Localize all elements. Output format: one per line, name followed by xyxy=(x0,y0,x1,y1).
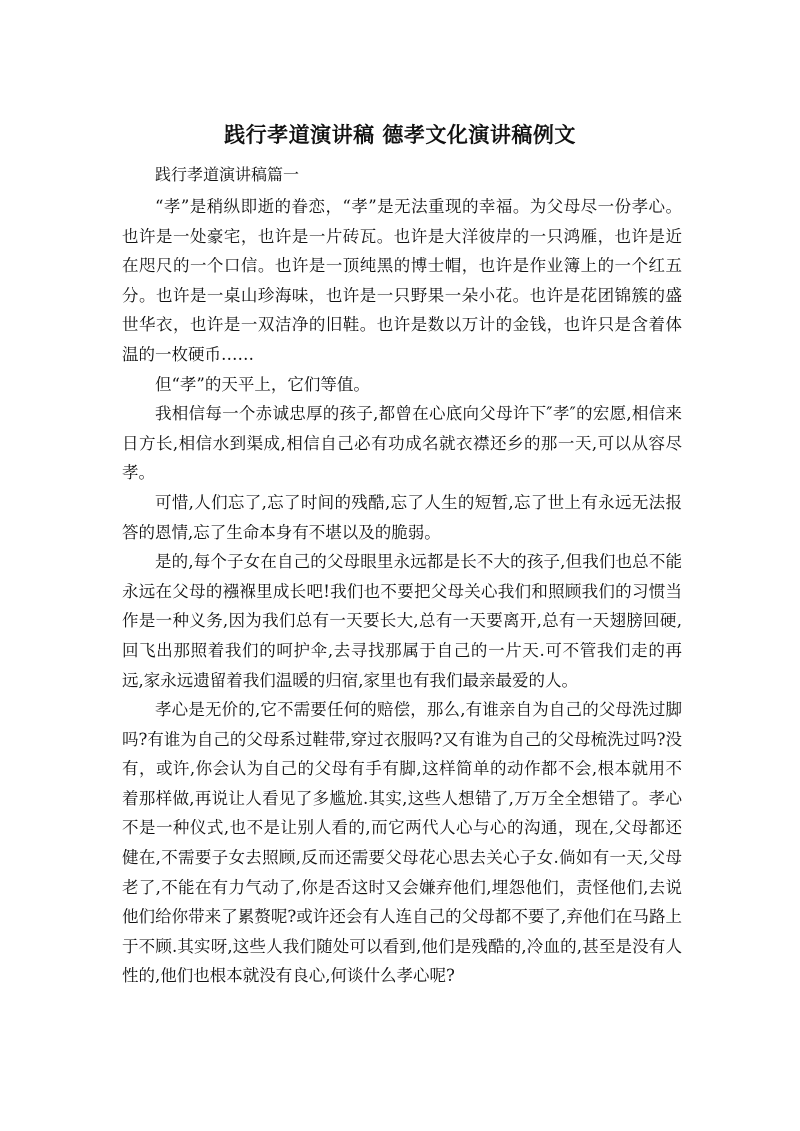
paragraph: 是的,每个子女在自己的父母眼里永远都是长不大的孩子,但我们也总不能永远在父母的襁褓里成长吧!我们也不要把父母关心我们和照顾我们的习惯当作是一种义务,因为我们总有一天要长大,总有一天要离开,总有一天翅膀回硬,回飞出那照着我们的呵护伞,去寻找那属于自己的一片天.可不管我们走的再远,家永远遗留着我们温暖的归宿,家里也有我们最亲最爱的人。 xyxy=(122,552,682,690)
paragraph: 可惜,人们忘了,忘了时间的残酷,忘了人生的短暂,忘了世上有永远无法报答的恩情,忘了生命本身有不堪以及的脆弱。 xyxy=(122,492,682,542)
paragraph: “孝”是稍纵即逝的眷恋，“孝”是无法重现的幸福。为父母尽一份孝心。也许是一处豪宅，也许是一片砖瓦。也许是大洋彼岸的一只鸿雁，也许是近在咫尺的一个口信。也许是一顶纯黑的博士帽，也许是作业簿上的一个红五分。也许是一桌山珍海味，也许是一只野果一朵小花。也许是花团锦簇的盛世华衣，也许是一双洁净的旧鞋。也许是数以万计的金钱，也许只是含着体温的一枚硬币…… xyxy=(122,197,682,364)
paragraph: 我相信每一个赤诚忠厚的孩子,都曾在心底向父母许下″孝″的宏愿,相信来日方长,相信水到渠成,相信自己必有功成名就衣襟还乡的那一天,可以从容尽孝。 xyxy=(122,404,682,483)
section-heading: 践行孝道演讲稿篇一 xyxy=(155,165,300,184)
body-text xyxy=(122,192,682,991)
document-title: 践行孝道演讲稿 德孝文化演讲稿例文 xyxy=(224,123,576,147)
paragraph: 但“孝”的天平上，它们等值。 xyxy=(155,374,370,394)
paragraph: 孝心是无价的,它不需要任何的赔偿，那么,有谁亲自为自己的父母洗过脚吗?有谁为自己的父母系过鞋带,穿过衣服吗?又有谁为自己的父母梳洗过吗?没有，或许,你会认为自己的父母有手有脚,这样简单的动作都不会,根本就用不着那样做,再说让人看见了多尴尬.其实,这些人想错了,万万全全想错了。孝心不是一种仪式,也不是让别人看的,而它两代人心与心的沟通，现在,父母都还健在,不需要子女去照顾,反而还需要父母花心思去关心子女.倘如有一天,父母老了,不能在有力气动了,你是否这时又会嫌弃他们,埋怨他们，责怪他们,去说他们给你带来了累赘呢?或许还会有人连自己的父母都不要了,弃他们在马路上于不顾.其实呀,这些人我们随处可以看到,他们是残酷的,冷血的,甚至是没有人性的,他们也根本就没有良心,何谈什么孝心呢? xyxy=(122,700,682,986)
